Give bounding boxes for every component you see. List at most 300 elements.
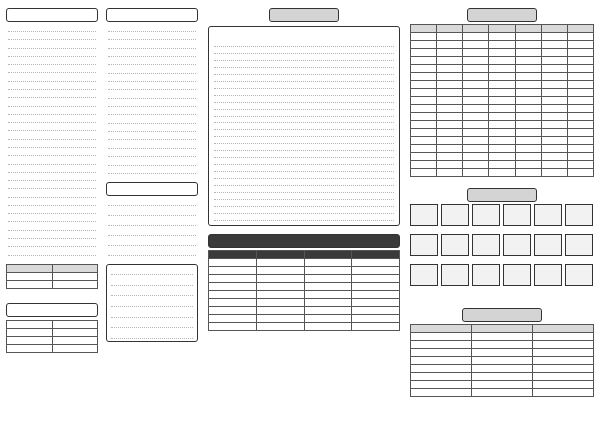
table-cell (515, 81, 541, 89)
table-cell (515, 137, 541, 145)
table-cell (541, 97, 567, 105)
vehicle-stop-tile (441, 234, 469, 256)
table-cell (472, 325, 533, 333)
table-cell (515, 121, 541, 129)
table-row (209, 299, 400, 307)
table-cell (541, 49, 567, 57)
table-cell (567, 113, 593, 121)
table-cell (304, 323, 352, 331)
table-cell (515, 105, 541, 113)
table-cell (472, 357, 533, 365)
table-cell (411, 357, 472, 365)
table-cell (411, 153, 437, 161)
vehicle-stop-tile (472, 204, 500, 226)
text-line (108, 93, 196, 99)
table-row (7, 265, 98, 273)
table-cell (463, 73, 489, 81)
table-cell (437, 73, 463, 81)
table-cell (411, 341, 472, 349)
table-cell (472, 365, 533, 373)
table-row (411, 153, 594, 161)
table-cell (463, 153, 489, 161)
district-status-title-row (410, 8, 594, 20)
text-line (108, 168, 196, 174)
table-cell (437, 113, 463, 121)
table-cell (411, 113, 437, 121)
table-cell (515, 65, 541, 73)
text-line (8, 233, 96, 239)
vehicle-stop-tile (534, 234, 562, 256)
text-line (8, 76, 96, 82)
vehicle-stop-tile (503, 264, 531, 286)
text-line (8, 175, 96, 181)
text-line (214, 69, 394, 75)
table-cell (256, 299, 304, 307)
table-cell (472, 373, 533, 381)
table-row (411, 73, 594, 81)
text-line (111, 280, 193, 286)
table-row (411, 325, 594, 333)
table-cell (567, 25, 593, 33)
table-cell (515, 33, 541, 41)
table-cell (567, 49, 593, 57)
text-line (108, 101, 196, 107)
text-line (8, 109, 96, 115)
table-cell (541, 145, 567, 153)
table-cell (304, 283, 352, 291)
table-cell (304, 275, 352, 283)
table-cell (472, 341, 533, 349)
table-row (7, 337, 98, 345)
column-title (269, 8, 339, 22)
table-cell (352, 275, 400, 283)
table-row (411, 89, 594, 97)
table-cell (209, 315, 257, 323)
table-cell (489, 89, 515, 97)
table-cell (533, 349, 594, 357)
table-cell (411, 129, 437, 137)
table-row (411, 25, 594, 33)
table-cell (541, 81, 567, 89)
table-cell (437, 49, 463, 57)
text-line (108, 84, 196, 90)
table-row (411, 333, 594, 341)
table-cell (352, 283, 400, 291)
table-cell (472, 349, 533, 357)
vehicle-schedule-title-row (410, 188, 594, 200)
text-line (108, 34, 196, 40)
table-cell (541, 57, 567, 65)
text-line (8, 101, 96, 107)
column-title-row (208, 8, 400, 20)
table-cell (463, 89, 489, 97)
table-cell (437, 25, 463, 33)
table-row (411, 341, 594, 349)
text-line (8, 142, 96, 148)
vehicle-schedule-grid (410, 204, 594, 296)
table-cell (304, 299, 352, 307)
table-cell (304, 291, 352, 299)
table-cell (209, 323, 257, 331)
panel-worship-order (6, 8, 198, 416)
table-cell (7, 329, 53, 337)
text-line (8, 208, 96, 214)
table-row (411, 357, 594, 365)
table-cell (437, 65, 463, 73)
table-row (209, 267, 400, 275)
table-cell (304, 267, 352, 275)
table-cell (52, 345, 98, 353)
table-cell (533, 341, 594, 349)
text-line (8, 150, 96, 156)
text-line (214, 180, 394, 186)
table-cell (567, 129, 593, 137)
table-cell (541, 89, 567, 97)
table-cell (256, 251, 304, 259)
table-cell (256, 259, 304, 267)
text-line (214, 145, 394, 151)
table-row (411, 41, 594, 49)
table-cell (209, 299, 257, 307)
table-cell (411, 41, 437, 49)
table-cell (437, 89, 463, 97)
text-line (8, 250, 96, 256)
table-cell (352, 259, 400, 267)
text-line (108, 160, 196, 166)
table-cell (209, 307, 257, 315)
table-cell (411, 365, 472, 373)
table-cell (411, 389, 472, 397)
text-line (111, 322, 193, 328)
table-cell (515, 41, 541, 49)
table-cell (437, 121, 463, 129)
text-line (8, 92, 96, 98)
table-row (7, 273, 98, 281)
table-cell (352, 323, 400, 331)
table-cell (515, 145, 541, 153)
table-cell (541, 73, 567, 81)
table-cell (52, 321, 98, 329)
table-cell (352, 251, 400, 259)
vehicle-stop-tile (565, 234, 593, 256)
text-line (214, 159, 394, 165)
table-row (209, 291, 400, 299)
table-cell (7, 265, 53, 273)
table-cell (437, 81, 463, 89)
table-cell (411, 161, 437, 169)
text-line (108, 210, 196, 216)
table-cell (52, 281, 98, 289)
table-row (7, 321, 98, 329)
text-line (108, 68, 196, 74)
table-row (411, 121, 594, 129)
morning-service-title (6, 8, 98, 22)
table-cell (541, 129, 567, 137)
table-cell (567, 41, 593, 49)
vehicle-stop-tile (503, 234, 531, 256)
text-line (108, 43, 196, 49)
service-staff-table (6, 264, 98, 298)
table-cell (209, 291, 257, 299)
text-line (8, 200, 96, 206)
table-row (411, 129, 594, 137)
text-line (108, 200, 196, 206)
table-cell (411, 325, 472, 333)
text-line (214, 124, 394, 130)
text-line (214, 83, 394, 89)
table-cell (437, 129, 463, 137)
table-cell (463, 105, 489, 113)
text-line (108, 220, 196, 226)
table-cell (533, 381, 594, 389)
table-cell (489, 49, 515, 57)
vehicle-stop-tile (534, 264, 562, 286)
table-cell (463, 57, 489, 65)
worship-times-title (462, 308, 542, 322)
table-cell (567, 105, 593, 113)
table-cell (209, 267, 257, 275)
table-cell (256, 267, 304, 275)
text-line (108, 143, 196, 149)
text-line (111, 290, 193, 296)
table-row (7, 329, 98, 337)
table-cell (411, 89, 437, 97)
text-line (108, 134, 196, 140)
table-cell (533, 365, 594, 373)
table-row (411, 97, 594, 105)
table-cell (411, 105, 437, 113)
text-line (111, 301, 193, 307)
table-cell (533, 333, 594, 341)
text-line (214, 104, 394, 110)
table-row (7, 345, 98, 353)
offering-report-table (208, 250, 400, 342)
table-cell (567, 161, 593, 169)
table-row (411, 105, 594, 113)
text-line (111, 312, 193, 318)
table-cell (304, 251, 352, 259)
table-cell (7, 321, 53, 329)
table-row (411, 145, 594, 153)
table-cell (515, 161, 541, 169)
table-cell (437, 41, 463, 49)
table-cell (463, 81, 489, 89)
vehicle-stop-tile (410, 234, 438, 256)
table-cell (463, 145, 489, 153)
table-row (209, 315, 400, 323)
text-line (8, 26, 96, 32)
table-cell (437, 57, 463, 65)
table-cell (411, 97, 437, 105)
text-line (214, 117, 394, 123)
vehicle-stop-tile (441, 204, 469, 226)
table-cell (541, 137, 567, 145)
table-cell (489, 145, 515, 153)
table-cell (567, 169, 593, 177)
text-line (111, 333, 193, 339)
worship-times-title-row (410, 308, 594, 320)
table-row (411, 137, 594, 145)
table-cell (472, 389, 533, 397)
worship-times-table (410, 324, 594, 414)
table-cell (209, 275, 257, 283)
table-cell (515, 169, 541, 177)
text-line (214, 111, 394, 117)
table-cell (437, 137, 463, 145)
table-cell (489, 81, 515, 89)
table-cell (489, 113, 515, 121)
text-line (214, 76, 394, 82)
table-cell (411, 73, 437, 81)
table-row (7, 281, 98, 289)
vehicle-stop-tile (410, 204, 438, 226)
text-line (214, 166, 394, 172)
vehicle-stop-tile (503, 204, 531, 226)
table-cell (489, 57, 515, 65)
table-cell (489, 65, 515, 73)
table-cell (533, 325, 594, 333)
table-cell (489, 161, 515, 169)
text-line (8, 167, 96, 173)
service-info-title (6, 303, 98, 317)
table-cell (567, 137, 593, 145)
table-row (411, 65, 594, 73)
text-line (108, 51, 196, 57)
table-cell (437, 145, 463, 153)
table-cell (437, 161, 463, 169)
wednesday-prayer-order (106, 200, 198, 258)
table-cell (411, 349, 472, 357)
text-line (214, 138, 394, 144)
table-cell (304, 259, 352, 267)
table-row (209, 307, 400, 315)
table-cell (515, 129, 541, 137)
text-line (108, 118, 196, 124)
table-cell (437, 97, 463, 105)
table-row (411, 349, 594, 357)
table-row (209, 323, 400, 331)
table-row (411, 373, 594, 381)
table-cell (256, 315, 304, 323)
table-cell (472, 333, 533, 341)
table-cell (515, 57, 541, 65)
offering-report-title (208, 234, 400, 248)
text-line (214, 194, 394, 200)
table-cell (463, 97, 489, 105)
text-line (214, 48, 394, 54)
table-cell (489, 41, 515, 49)
table-cell (567, 89, 593, 97)
table-cell (567, 73, 593, 81)
vehicle-stop-tile (472, 234, 500, 256)
text-line (214, 90, 394, 96)
table-row (209, 251, 400, 259)
table-cell (515, 49, 541, 57)
table-cell (411, 25, 437, 33)
table-cell (533, 357, 594, 365)
table-row (411, 33, 594, 41)
table-cell (437, 105, 463, 113)
vehicle-stop-tile (472, 264, 500, 286)
table-cell (411, 137, 437, 145)
text-line (214, 187, 394, 193)
table-cell (489, 25, 515, 33)
table-cell (411, 121, 437, 129)
table-cell (489, 105, 515, 113)
text-line (8, 241, 96, 247)
table-cell (489, 33, 515, 41)
afternoon-service-order (106, 26, 198, 176)
text-line (8, 84, 96, 90)
table-cell (541, 161, 567, 169)
table-cell (567, 65, 593, 73)
panel-column-offering (208, 8, 400, 416)
table-cell (515, 89, 541, 97)
table-cell (515, 25, 541, 33)
column-box (208, 26, 400, 226)
morning-service-order (6, 26, 98, 258)
text-line (108, 240, 196, 246)
text-line (214, 201, 394, 207)
table-cell (541, 121, 567, 129)
table-cell (411, 33, 437, 41)
table-row (411, 113, 594, 121)
district-status-title (467, 8, 537, 22)
table-cell (256, 283, 304, 291)
table-row (411, 49, 594, 57)
table-cell (7, 345, 53, 353)
table-cell (7, 337, 53, 345)
table-cell (411, 333, 472, 341)
table-cell (533, 389, 594, 397)
table-cell (463, 65, 489, 73)
table-cell (304, 315, 352, 323)
text-line (108, 250, 196, 256)
table-cell (256, 307, 304, 315)
text-line (8, 59, 96, 65)
table-cell (489, 153, 515, 161)
text-line (8, 192, 96, 198)
table-cell (489, 169, 515, 177)
column-subtitle (209, 30, 399, 38)
table-cell (411, 65, 437, 73)
table-cell (304, 307, 352, 315)
table-cell (541, 25, 567, 33)
table-row (411, 389, 594, 397)
table-cell (7, 273, 53, 281)
table-cell (489, 97, 515, 105)
text-line (214, 97, 394, 103)
table-cell (463, 121, 489, 129)
wednesday-staff-box (106, 264, 198, 342)
text-line (108, 151, 196, 157)
table-cell (411, 145, 437, 153)
table-cell (463, 137, 489, 145)
text-line (214, 173, 394, 179)
text-line (214, 131, 394, 137)
table-cell (472, 381, 533, 389)
table-row (411, 169, 594, 177)
text-line (108, 26, 196, 32)
table-row (411, 381, 594, 389)
text-line (8, 43, 96, 49)
table-cell (256, 291, 304, 299)
table-cell (541, 113, 567, 121)
text-line (8, 34, 96, 40)
text-line (214, 62, 394, 68)
table-cell (52, 265, 98, 273)
table-row (209, 259, 400, 267)
